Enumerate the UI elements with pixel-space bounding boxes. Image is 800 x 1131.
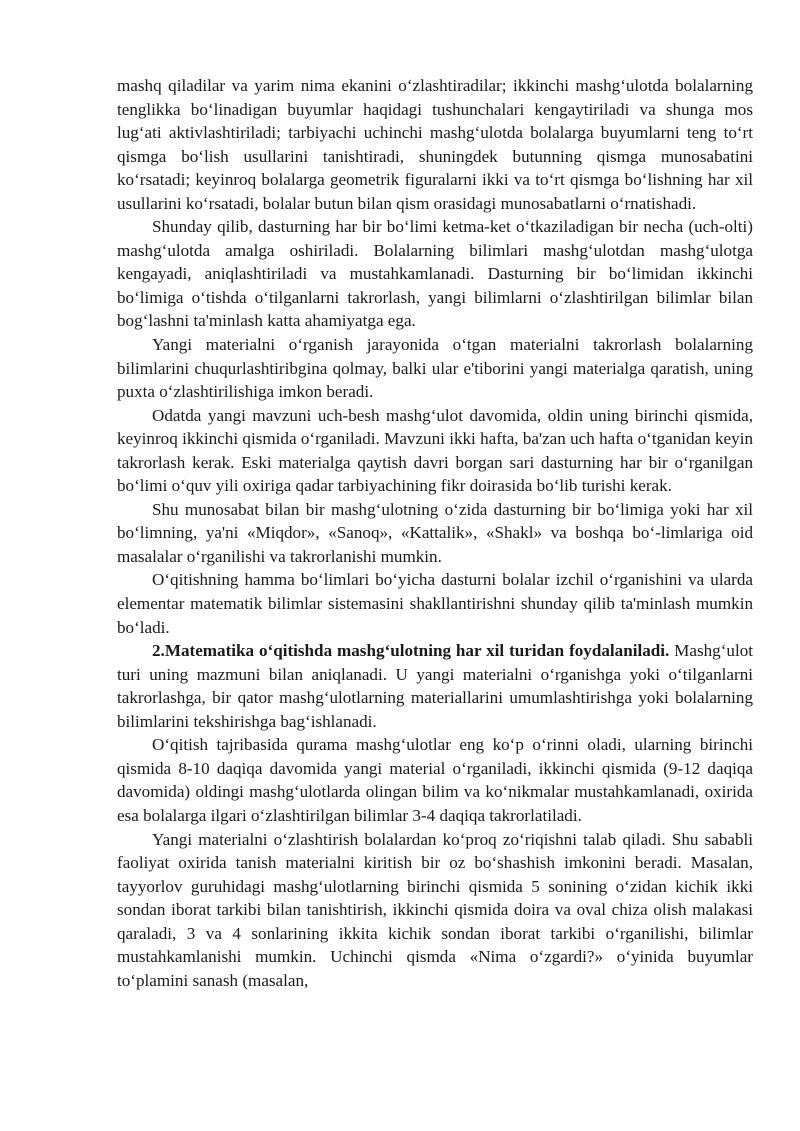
paragraph-9: Yangi materialni oʻzlashtirish bolalardan koʻproq zoʻriqishni talab qiladi. Shu sababli faoliyat oxirida tanish materialni kiritish bir oz boʻshashish imkonini beradi. Masalan, tayyorlov guruhidagi mashgʻulotlarning birinchi qismida 5 sonining oʻzidan kichik ikki sondan iborat tarkibi bilan tanishtirish, ikkinchi qismida doira va oval chiza olish malakasi qaraladi, 3 va 4 sonlarining ikkita kichik sondan iborat tarkibi oʻrganilishi, bilimlar mustahkamlanishi mumkin. Uchinchi qismda «Nima oʻzgardi?» oʻyinida buyumlar toʻplamini sanash (masalan, [117,829,753,990]
paragraph-4: Odatda yangi mavzuni uch-besh mashgʻulot davomida, oldin uning birinchi qismida, keyinroq ikkinchi qismida oʻrganiladi. Mavzuni ikki hafta, ba'zan uch hafta oʻtganidan keyin takrorlash kerak. Eski materialga qaytish davri borgan sari dasturning har bir oʻrganilgan boʻlimi oʻquv yili oxiriga qadar tarbiyachining fikr doirasida boʻlib turishi kerak. [117,405,753,496]
paragraph-2: Shunday qilib, dasturning har bir boʻlimi ketma-ket oʻtkaziladigan bir necha (uch-olti) mashgʻulotda amalga oshiriladi. Bolalarning bilimlari mashgʻulotdan mashgʻulotga kengayadi, aniqlashtiriladi va mustahkamlanadi. Dasturning bir boʻlimidan ikkinchi boʻlimiga oʻtishda oʻtilganlarni takrorlash, yangi bilimlarni oʻzlashtirilgan bilimlar bilan bogʻlashni ta'minlash katta ahamiyatga ega. [117,217,753,331]
paragraph-8: Oʻqitish tajribasida qurama mashgʻulotlar eng koʻp oʻrinni oladi, ularning birinchi qismida 8-10 daqiqa davomida yangi material oʻrganiladi, ikkinchi qismida (9-12 daqiqa davomida) oldingi mashgʻulotlarda olingan bilim va koʻnikmalar mustahkamlanadi, oxirida esa bolalarga ilgari oʻzlashtirilgan bilimlar 3-4 daqiqa takrorlatiladi. [117,735,753,825]
paragraph-7-text: Mashgʻulot turi uning mazmuni bilan aniqlanadi. U yangi materialni oʻrganishga yoki oʻtilganlarni takrorlashga, bir qator mashgʻulotlarning materiallarini umumlashtirishga yoki bolalarning bilimlarini tekshirishga bagʻishlanadi. [117,641,753,731]
paragraph-3: Yangi materialni oʻrganish jarayonida oʻtgan materialni takrorlash bolalarning bilimlarini chuqurlashtiribgina qolmay, balki ular e'tiborini yangi materialga qaratish, uning puxta oʻzlashtirilishiga imkon beradi. [117,335,753,402]
paragraph-5: Shu munosabat bilan bir mashgʻulotning oʻzida dasturning bir boʻlimiga yoki har xil boʻlimning, ya'ni «Miqdor», «Sanoq», «Kattalik», «Shakl» va boshqa boʻ-limlariga oid masalalar oʻrganilishi va takrorlanishi mumkin. [117,499,753,566]
paragraph-6: Oʻqitishning hamma boʻlimlari boʻyicha dasturni bolalar izchil oʻrganishini va ularda elementar matematik bilimlar sistemasini shakllantirishni shunday qilib ta'minlash mumkin boʻladi. [117,570,753,637]
document-page [117,74,753,992]
paragraph-1: mashq qiladilar va yarim nima ekanini oʻzlashtiradilar; ikkinchi mashgʻulotda bolalarning tenglikka boʻlinadigan buyumlar haqidagi tushunchalari kengaytiriladi va shunga mos lugʻati aktivlashtiriladi; tarbiyachi uchinchi mashgʻulotda bolalarga buyumlarni teng toʻrt qismga boʻlish usullarini tanishtiradi, shuningdek butunning qismga munosabatini koʻrsatadi; keyinroq bolalarga geometrik figuralarni ikki va toʻrt qismga boʻlishning har xil usullarini koʻrsatadi, bolalar butun bilan qism orasidagi munosabatlarni oʻrnatishadi. [117,76,753,213]
paragraph-7 [117,639,753,733]
section-heading: 2.Matematika oʻqitishda mashgʻulotning har xil turidan foydalaniladi. [152,641,670,661]
